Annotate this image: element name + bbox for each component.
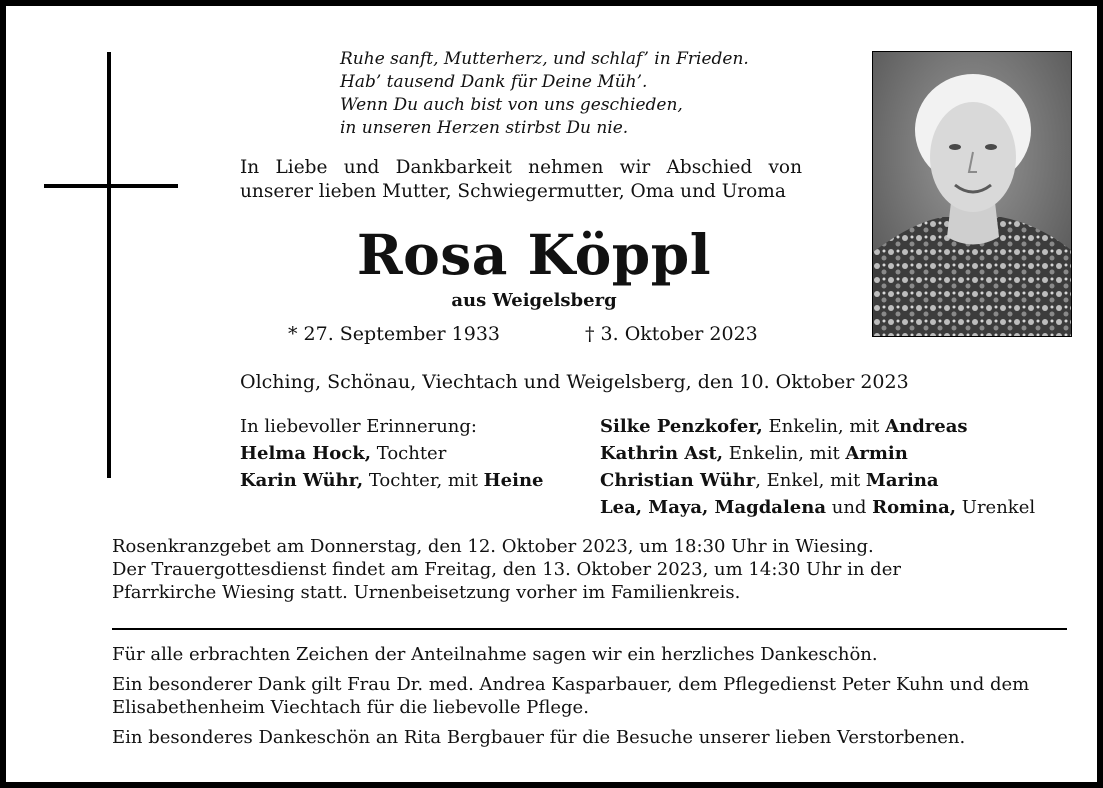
portrait-photo-icon xyxy=(872,51,1072,337)
place-and-date: Olching, Schönau, Viechtach und Weigelsberg, den 10. Oktober 2023 xyxy=(240,371,909,393)
mourner-relation: Enkelin, mit xyxy=(762,416,886,437)
poem-line: Hab’ tausend Dank für Deine Müh’. xyxy=(340,72,648,92)
mourner-name: Christian Wühr xyxy=(600,470,756,491)
mourner-entry xyxy=(600,413,1035,440)
mourner-name: Lea, Maya, Magdalena xyxy=(600,497,827,518)
mourners-intro: In liebevoller Erinnerung: xyxy=(240,416,477,437)
mourner-name: Kathrin Ast, xyxy=(600,443,724,464)
mourners-right-column xyxy=(600,413,1035,521)
service-line: Pfarrkirche Wiesing statt. Urnenbeisetzung vorher im Familienkreis. xyxy=(112,582,741,603)
thanks-paragraph: Ein besonderer Dank gilt Frau Dr. med. Andrea Kasparbauer, dem Pflegedienst Peter Kuhn und dem Elisabethenheim Viechtach für die liebevolle Pflege. xyxy=(112,674,1030,718)
mourner-entry xyxy=(240,467,544,494)
mourner-entry xyxy=(600,494,1035,521)
thanks-paragraph: Ein besonderes Dankeschön an Rita Bergbauer für die Besuche unserer lieben Verstorbenen. xyxy=(112,727,966,748)
cross-horizontal-bar xyxy=(44,184,178,188)
cross-vertical-bar xyxy=(107,52,111,478)
deceased-origin: aus Weigelsberg xyxy=(451,290,617,311)
poem-line: Wenn Du auch bist von uns geschieden, xyxy=(340,95,683,115)
mourner-conjunction: und xyxy=(826,497,873,518)
mourner-relation: Tochter, mit xyxy=(363,470,484,491)
birth-date: * 27. September 1933 xyxy=(288,323,500,345)
service-info xyxy=(112,535,1072,604)
mourner-partner: Armin xyxy=(845,443,908,464)
mourner-relation: Tochter xyxy=(370,443,447,464)
mourner-partner: Heine xyxy=(483,470,544,491)
mourner-name: Romina, xyxy=(872,497,957,518)
mourner-partner: Marina xyxy=(865,470,939,491)
portrait-photo-svg xyxy=(873,52,1071,336)
mourner-entry xyxy=(240,440,544,467)
mourner-relation: , Enkel, mit xyxy=(755,470,866,491)
mourner-entry xyxy=(600,440,1035,467)
section-divider xyxy=(112,628,1067,630)
poem-line: Ruhe sanft, Mutterherz, und schlaf’ in Frieden. xyxy=(340,49,749,69)
mourner-name: Helma Hock, xyxy=(240,443,371,464)
mourner-relation: Enkelin, mit xyxy=(723,443,846,464)
mourners-left-column xyxy=(240,413,544,494)
mourner-name: Silke Penzkofer, xyxy=(600,416,763,437)
mourner-relation: Urenkel xyxy=(956,497,1036,518)
mourner-entry xyxy=(600,467,1035,494)
deceased-name: Rosa Köppl xyxy=(356,222,712,287)
service-line: Rosenkranzgebet am Donnerstag, den 12. Oktober 2023, um 18:30 Uhr in Wiesing. xyxy=(112,536,874,557)
poem xyxy=(340,48,820,140)
poem-line: in unseren Herzen stirbst Du nie. xyxy=(340,118,629,138)
thanks-paragraph: Für alle erbrachten Zeichen der Anteilnahme sagen wir ein herzliches Dankeschön. xyxy=(112,644,878,665)
mourner-name: Karin Wühr, xyxy=(240,470,364,491)
intro-text: In Liebe und Dankbarkeit nehmen wir Abschied von unserer lieben Mutter, Schwiegermutter, Oma und Uroma xyxy=(240,157,802,202)
mourner-partner: Andreas xyxy=(885,416,968,437)
service-line: Der Trauergottesdienst findet am Freitag, den 13. Oktober 2023, um 14:30 Uhr in der xyxy=(112,559,901,580)
thanks-section xyxy=(112,643,1072,756)
death-date: † 3. Oktober 2023 xyxy=(585,323,758,345)
